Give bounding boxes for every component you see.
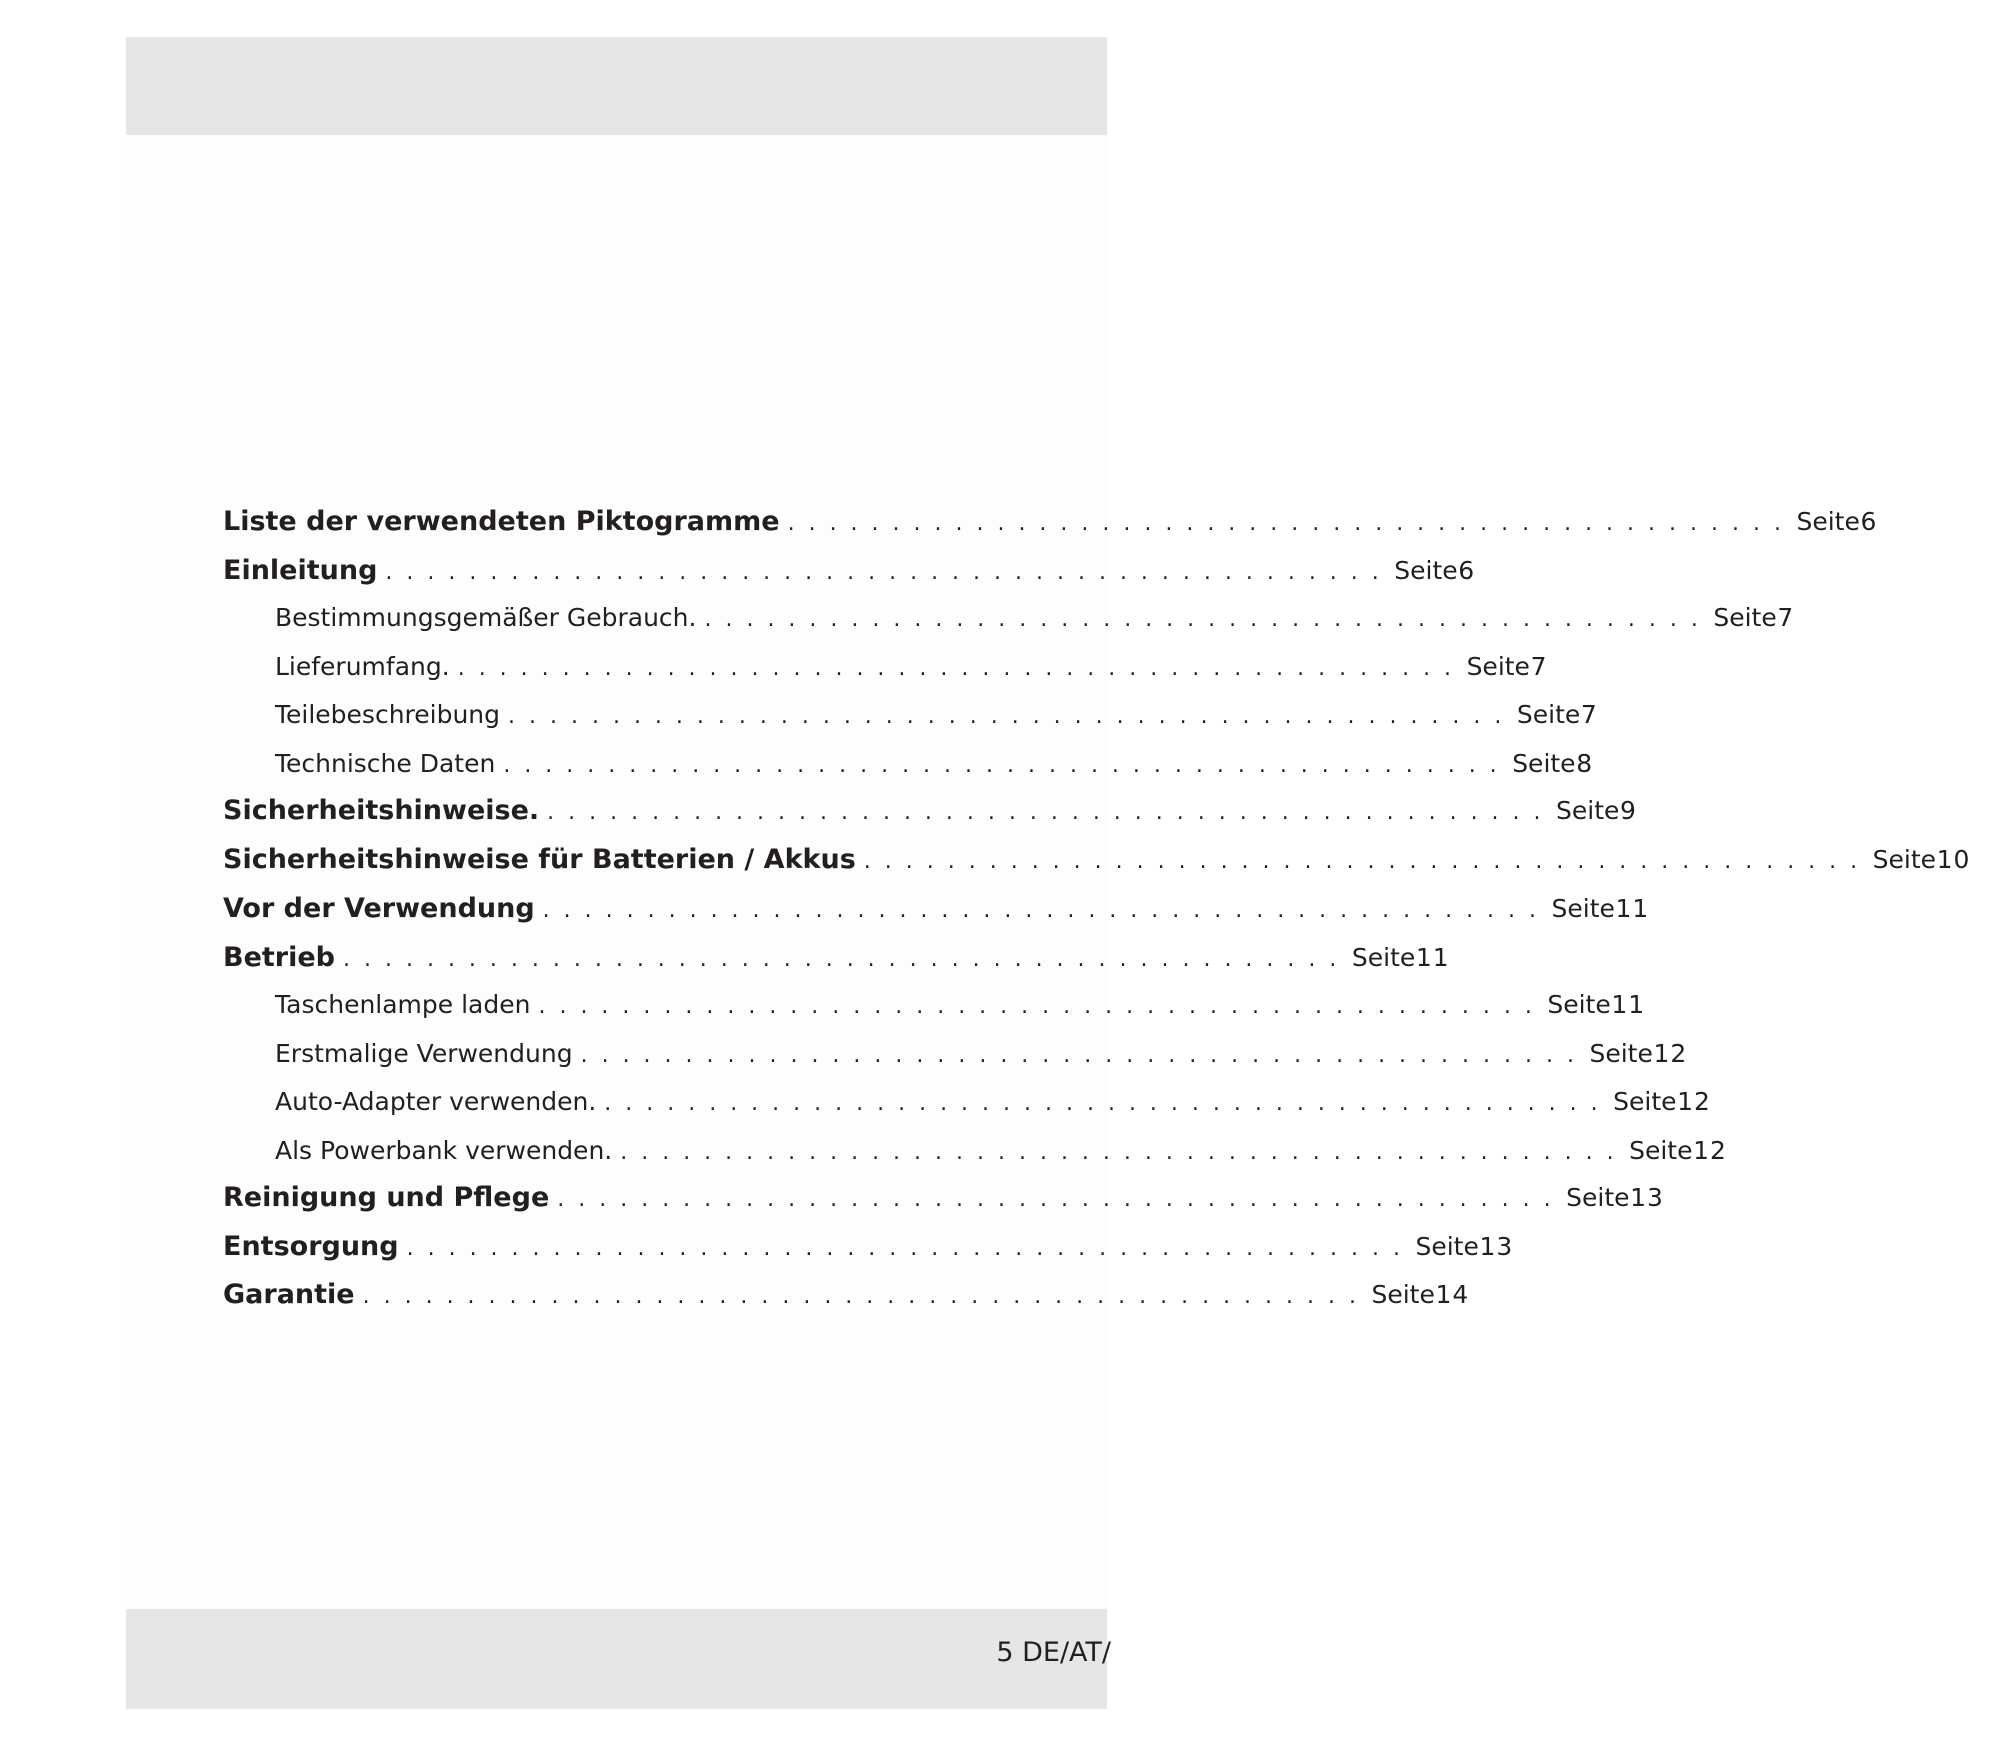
toc-entry-garantie[interactable] [223,1279,1470,1319]
leader-dots: . . . . . . . . . . . . . . . . . . . . . . . . . . . . . . . . . . . . . . . . . . . . . . . . [704,607,1702,632]
leader-dots: . . . . . . . . . . . . . . . . . . . . . . . . . . . . . . . . . . . . . . . . . . . . . . . . [362,1284,1360,1309]
toc-seite-label: Seite [1713,603,1777,632]
toc-entry-title: Entsorgung [223,1231,399,1262]
toc-seite-label: Seite [1415,1232,1479,1261]
leader-dots: . . . . . . . . . . . . . . . . . . . . . . . . . . . . . . . . . . . . . . . . . . . . . . . . [542,898,1540,923]
toc-seite-label: Seite [1566,1183,1630,1212]
toc-page-number: 6 [1458,556,1476,585]
toc-entry-lieferumfang[interactable] [275,652,1548,692]
toc-seite-label: Seite [1394,556,1458,585]
toc-seite-label: Seite [1547,990,1611,1019]
toc-seite-label: Seite [1613,1087,1677,1116]
toc-page-number: 8 [1576,749,1594,778]
toc-entry-title: Liste der verwendeten Piktogramme [223,506,780,537]
toc-entry-title: Taschenlampe laden [275,990,531,1019]
toc-page-number: 11 [1611,990,1646,1019]
toc-entry-entsorgung[interactable] [223,1231,1514,1271]
toc-page-number: 12 [1693,1136,1727,1165]
toc-entry-betrieb[interactable] [223,942,1450,982]
leader-dots: . . . . . . . . . . . . . . . . . . . . . . . . . . . . . . . . . . . . . . . . . . . . . . . . [406,1236,1404,1261]
toc-entry-teilebeschreibung[interactable] [275,700,1598,740]
leader-dots: . . . . . . . . . . . . . . . . . . . . . . . . . . . . . . . . . . . . . . . . . . . . . . . . [620,1140,1618,1165]
toc-entry-taschenlampe-laden[interactable] [275,990,1646,1030]
leader-dots: . . . . . . . . . . . . . . . . . . . . . . . . . . . . . . . . . . . . . . . . . . . . . . . . [538,994,1536,1019]
toc-entry-title: Vor der Verwendung [223,893,535,924]
toc-entry-title: Auto-Adapter verwenden. [275,1087,597,1116]
toc-entry-title: Betrieb [223,942,336,973]
toc-page-number: 7 [1530,652,1548,681]
toc-page-number: 11 [1415,943,1450,972]
leader-dots: . . . . . . . . . . . . . . . . . . . . . . . . . . . . . . . . . . . . . . . . . . . . . . . . [863,849,1861,874]
toc-page-number: 12 [1653,1039,1688,1068]
toc-seite-label: Seite [1371,1280,1435,1309]
toc-seite-label: Seite [1466,652,1530,681]
footer-page-label: 5 DE/AT/ [996,1637,1111,1668]
toc-seite-label: Seite [1516,700,1581,729]
leader-dots: . . . . . . . . . . . . . . . . . . . . . . . . . . . . . . . . . . . . . . . . . . . . . . . . [557,1187,1555,1212]
leader-dots: . . . . . . . . . . . . . . . . . . . . . . . . . . . . . . . . . . . . . . . . . . . . . . . . [385,560,1383,585]
toc-entry-reinigung-und-pflege[interactable] [223,1182,1664,1222]
toc-entry-bestimmungsgemaesser-gebrauch[interactable] [275,603,1795,643]
toc-entry-technische-daten[interactable] [275,749,1594,789]
leader-dots: . . . . . . . . . . . . . . . . . . . . . . . . . . . . . . . . . . . . . . . . . . . . . . . . [457,656,1455,681]
leader-dots: . . . . . . . . . . . . . . . . . . . . . . . . . . . . . . . . . . . . . . . . . . . . . . . . [787,511,1785,536]
toc-entry-auto-adapter[interactable] [275,1087,1711,1127]
toc-page-number: 7 [1777,603,1795,632]
toc-entry-title: Bestimmungsgemäßer Gebrauch. [275,603,697,632]
toc-page-number: 6 [1860,507,1878,536]
toc-seite-label: Seite [1556,796,1620,825]
toc-seite-label: Seite [1872,845,1937,874]
table-of-contents [126,37,1971,1609]
leader-dots: . . . . . . . . . . . . . . . . . . . . . . . . . . . . . . . . . . . . . . . . . . . . . . . . [580,1043,1578,1068]
toc-entry-title: Sicherheitshinweise. [223,795,540,826]
toc-entry-title: Technische Daten [275,749,496,778]
toc-seite-label: Seite [1629,1136,1693,1165]
toc-entry-title: Garantie [223,1279,355,1310]
toc-entry-title: Reinigung und Pflege [223,1182,550,1213]
toc-entry-title: Lieferumfang. [275,652,450,681]
toc-page-number: 7 [1580,700,1598,729]
leader-dots: . . . . . . . . . . . . . . . . . . . . . . . . . . . . . . . . . . . . . . . . . . . . . . . . [604,1091,1602,1116]
toc-page-number: 13 [1630,1183,1664,1212]
toc-seite-label: Seite [1589,1039,1653,1068]
toc-entry-title: Sicherheitshinweise für Batterien / Akkus [223,844,856,875]
leader-dots: . . . . . . . . . . . . . . . . . . . . . . . . . . . . . . . . . . . . . . . . . . . . . . . . [503,753,1501,778]
toc-page-number: 11 [1615,894,1650,923]
toc-page-number: 12 [1677,1087,1711,1116]
toc-seite-label: Seite [1551,894,1615,923]
leader-dots: . . . . . . . . . . . . . . . . . . . . . . . . . . . . . . . . . . . . . . . . . . . . . . . . [508,704,1505,729]
toc-entry-title: Einleitung [223,555,378,586]
toc-entry-title: Als Powerbank verwenden. [275,1136,613,1165]
toc-entry-piktogramme[interactable] [223,506,1878,546]
toc-page-number: 9 [1620,796,1637,825]
toc-seite-label: Seite [1512,749,1576,778]
leader-dots: . . . . . . . . . . . . . . . . . . . . . . . . . . . . . . . . . . . . . . . . . . . . . . . . [343,947,1340,972]
toc-page-number: 14 [1435,1280,1470,1309]
toc-entry-powerbank[interactable] [275,1136,1727,1176]
toc-entry-sicherheitshinweise-batterien[interactable] [223,844,1971,884]
toc-entry-title: Teilebeschreibung [275,700,501,729]
toc-page-number: 13 [1479,1232,1514,1261]
toc-entry-vor-der-verwendung[interactable] [223,893,1650,933]
toc-seite-label: Seite [1351,943,1416,972]
toc-entry-sicherheitshinweise[interactable] [223,795,1637,835]
footer-band [126,1609,1107,1709]
toc-seite-label: Seite [1796,507,1860,536]
leader-dots: . . . . . . . . . . . . . . . . . . . . . . . . . . . . . . . . . . . . . . . . . . . . . . . . [547,800,1545,825]
toc-page-number: 10 [1936,845,1971,874]
document-page [126,37,1971,1709]
toc-entry-einleitung[interactable] [223,555,1476,595]
toc-entry-erstmalige-verwendung[interactable] [275,1039,1688,1079]
toc-entry-title: Erstmalige Verwendung [275,1039,573,1068]
